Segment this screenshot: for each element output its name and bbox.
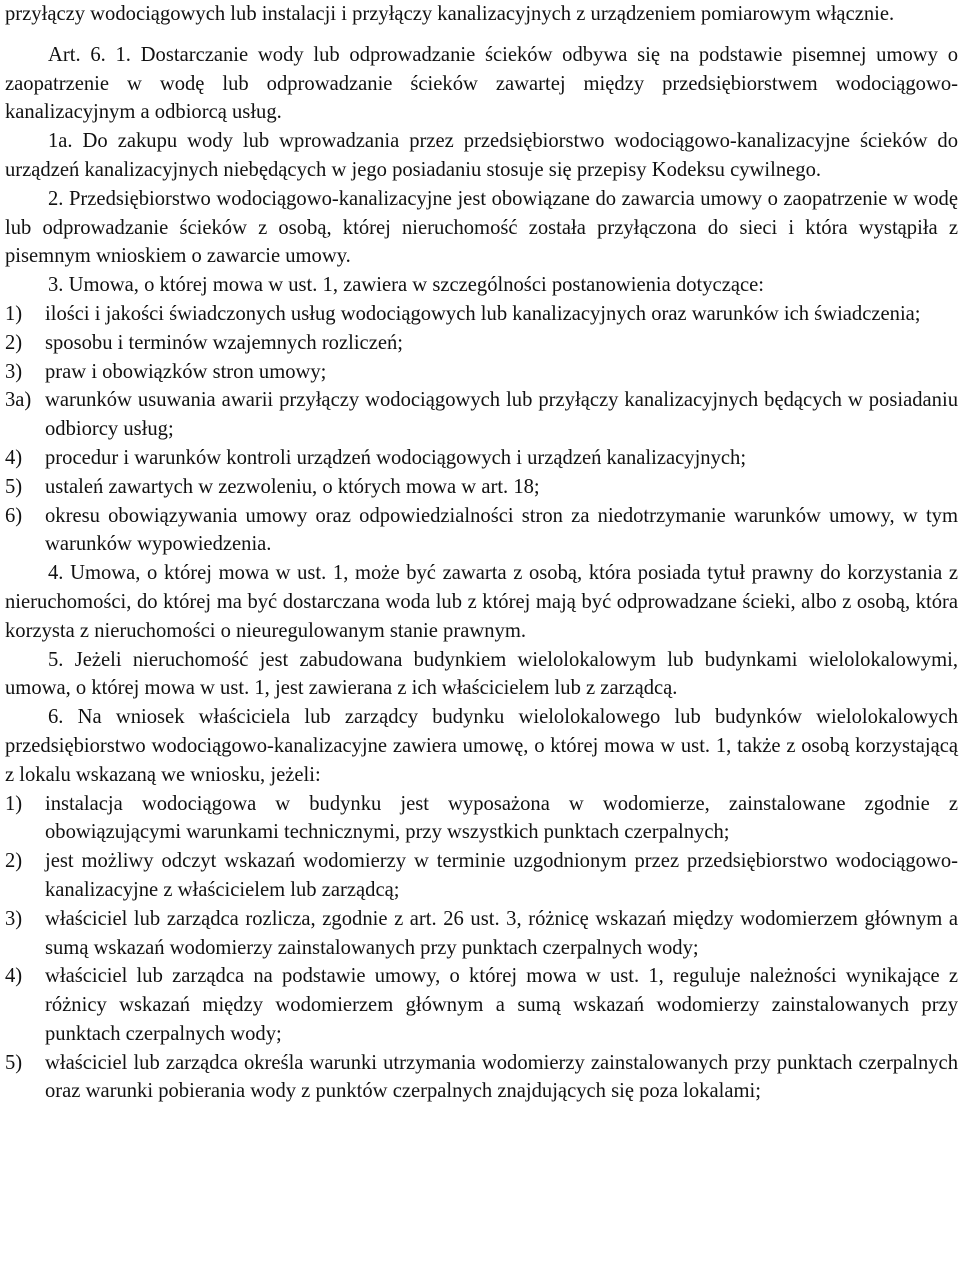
list-item [5, 329, 958, 358]
list-item-number: 3) [5, 360, 23, 383]
list-item [5, 386, 958, 444]
list-item-text: właściciel lub zarządca określa warunki utrzymania wodomierzy zainstalowanych przy punktach czerpalnych oraz warunki pobierania wody z punktów czerpalnych znajdujących się poza lokalami; [45, 1051, 958, 1103]
list-item-number: 3a) [5, 389, 32, 412]
list-item-number: 1) [5, 302, 23, 325]
list-item-number: 1) [5, 792, 23, 815]
list-item [5, 847, 958, 905]
list-item-text: okresu obowiązywania umowy oraz odpowiedzialności stron za niedotrzymanie warunków umowy, w tym warunków wypowiedzenia. [45, 504, 958, 556]
list-item-text: ilości i jakości świadczonych usług wodociągowych lub kanalizacyjnych oraz warunków ich świadczenia; [45, 302, 921, 325]
list-item-text: ustaleń zawartych w zezwoleniu, o których mowa w art. 18; [45, 475, 540, 498]
art6-paragraph-3: 3. Umowa, o której mowa w ust. 1, zawiera w szczególności postanowienia dotyczące: [48, 274, 764, 297]
list-item [5, 473, 958, 502]
list-item-text: właściciel lub zarządca rozlicza, zgodnie z art. 26 ust. 3, różnicę wskazań między wodomierzem głównym a sumą wskazań wodomierzy zainstalowanych przy punktach czerpalnych wody; [45, 907, 958, 959]
list-item [5, 502, 958, 560]
list-item [5, 300, 958, 329]
art6-paragraph-6-list [5, 790, 958, 1107]
list-item [5, 905, 958, 963]
art6-paragraph-2: 2. Przedsiębiorstwo wodociągowo-kanalizacyjne jest obowiązane do zawarcia umowy o zaopatrzenie w wodę lub odprowadzanie ścieków z osobą, której nieruchomość została przyłączona do sieci i która wystąpiła z pisemnym wnioskiem o zawarcie umowy. [5, 187, 958, 268]
art6-paragraph-3-list [5, 300, 958, 559]
list-item-text: właściciel lub zarządca na podstawie umowy, o której mowa w ust. 1, reguluje należności wynikające z różnicy wskazań między wodomierzem głównym a sumą wskazań wodomierzy zainstalowanych przy punktach czerpalnych wody; [45, 965, 958, 1045]
list-item-number: 5) [5, 475, 23, 498]
list-item-text: jest możliwy odczyt wskazań wodomierzy w terminie uzgodnionym przez przedsiębiorstwo wodociągowo-kanalizacyjne z właścicielem lub zarządcą; [45, 850, 958, 901]
list-item-number: 2) [5, 850, 23, 873]
document-page [5, 0, 958, 1106]
list-item-text: sposobu i terminów wzajemnych rozliczeń; [45, 331, 403, 354]
list-item-number: 3) [5, 907, 23, 930]
intro-paragraph: przyłączy wodociągowych lub instalacji i przyłączy kanalizacyjnych z urządzeniem pomiarowym włącznie. [5, 3, 895, 25]
list-item-number: 4) [5, 965, 23, 988]
art6-paragraph-5: 5. Jeżeli nieruchomość jest zabudowana budynkiem wielolokalowym lub budynkami wielolokalowymi, umowa, o której mowa w ust. 1, jest zawierana z ich właścicielem lub z zarządcą. [5, 648, 958, 700]
art6-paragraph-4: 4. Umowa, o której mowa w ust. 1, może być zawarta z osobą, która posiada tytuł prawny do korzystania z nieruchomości, do której ma być dostarczana woda lub z której mają być odprowadzane ścieki, albo z osobą, która korzysta z nieruchomości o nieuregulowanym stanie prawnym. [5, 562, 958, 642]
list-item-text: warunków usuwania awarii przyłączy wodociągowych lub przyłączy kanalizacyjnych będących w posiadaniu odbiorcy usług; [45, 389, 958, 441]
art6-paragraph-1a: 1a. Do zakupu wody lub wprowadzania przez przedsiębiorstwo wodociągowo-kanalizacyjne ścieków do urządzeń kanalizacyjnych niebędących w jego posiadaniu stosuje się przepisy Kodeksu cywilnego. [5, 130, 958, 181]
list-item-text: procedur i warunków kontroli urządzeń wodociągowych i urządzeń kanalizacyjnych; [45, 446, 747, 469]
list-item [5, 1049, 958, 1107]
list-item [5, 962, 958, 1048]
list-item-number: 5) [5, 1051, 23, 1074]
list-item [5, 358, 958, 387]
list-item [5, 444, 958, 473]
list-item-number: 6) [5, 504, 23, 527]
list-item-number: 2) [5, 331, 23, 354]
list-item [5, 790, 958, 848]
list-item-number: 4) [5, 446, 23, 469]
art6-paragraph-6: 6. Na wniosek właściciela lub zarządcy budynku wielolokalowego lub budynków wielolokalowych przedsiębiorstwo wodociągowo-kanalizacyjne zawiera umowę, o której mowa w ust. 1, także z osobą korzystającą z lokalu wskazaną we wniosku, jeżeli: [5, 706, 958, 786]
list-item-text: instalacja wodociągowa w budynku jest wyposażona w wodomierze, zainstalowane zgodnie z obowiązującymi warunkami technicznymi, przy wszystkich punktach czerpalnych; [45, 792, 958, 844]
art6-paragraph-1: Art. 6. 1. Dostarczanie wody lub odprowadzanie ścieków odbywa się na podstawie pisemnej umowy o zaopatrzenie w wodę lub odprowadzanie ścieków zawartej między przedsiębiorstwem wodociągowo-kanalizacyjnym a odbiorcą usług. [5, 43, 958, 124]
list-item-text: praw i obowiązków stron umowy; [45, 360, 327, 383]
